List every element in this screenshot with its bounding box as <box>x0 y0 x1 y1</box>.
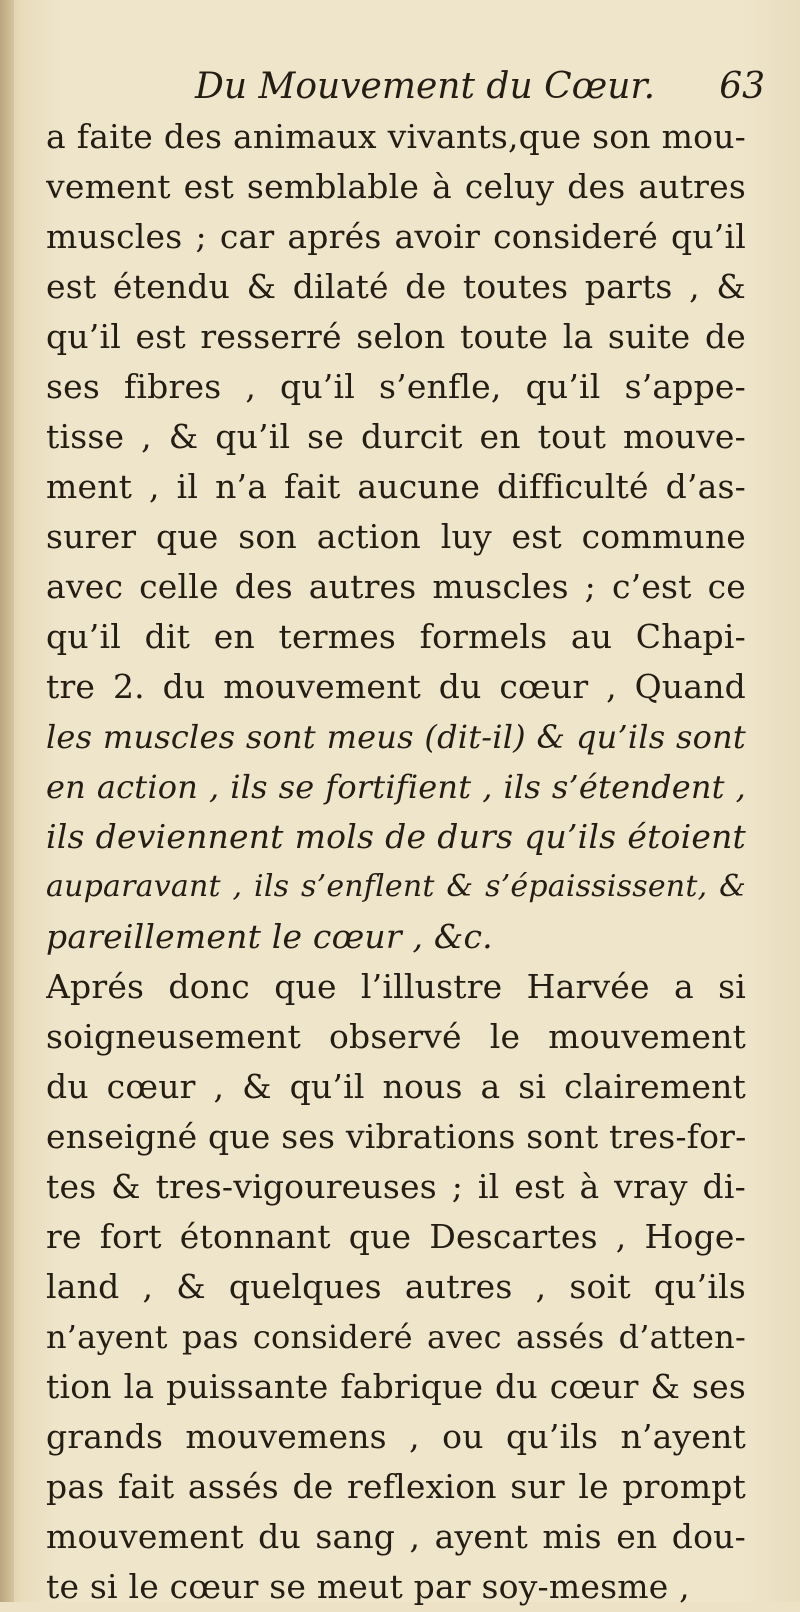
text-line: land , & quelques autres , soit qu’ils <box>46 1267 746 1306</box>
quote-line: pareillement le cœur , &c. <box>46 917 493 956</box>
text-line: est étendu & dilaté de toutes parts , & <box>46 267 746 306</box>
text-line: n’ayent pas consideré avec assés d’atten- <box>46 1318 746 1356</box>
text-line: qu’il dit en termes formels au Chapi- <box>46 617 746 656</box>
text-line: a faite des animaux vivants,que son mou- <box>46 117 746 156</box>
text-line: tisse , & qu’il se durcit en tout mouve- <box>46 417 746 456</box>
text-line: re fort étonnant que Descartes , Hoge- <box>46 1217 746 1256</box>
text-line: mouvement du sang , ayent mis en dou- <box>46 1517 746 1556</box>
text-line: te si le cœur se meut par soy-mesme , <box>46 1567 690 1606</box>
text-line: muscles ; car aprés avoir consideré qu’il <box>46 217 746 256</box>
quote-line: les muscles sont meus (dit-il) & qu’ils sont <box>46 718 746 756</box>
text-line: grands mouvemens , ou qu’ils n’ayent <box>46 1417 746 1456</box>
text-line: pas fait assés de reflexion sur le prompt <box>46 1467 746 1506</box>
text-line: tre 2. du mouvement du cœur , Quand <box>46 667 746 706</box>
text-line: du cœur , & qu’il nous a si clairement <box>46 1067 746 1106</box>
text-line: ses fibres , qu’il s’enfle, qu’il s’appe- <box>46 367 746 406</box>
running-title: Du Mouvement du Cœur. <box>195 66 656 107</box>
quote-line: ils deviennent mols de durs qu’ils étoient <box>46 817 746 856</box>
text-line: tion la puissante fabrique du cœur & ses <box>46 1367 746 1406</box>
text-line: vement est semblable à celuy des autres <box>46 167 746 206</box>
page-number: 63 <box>719 66 765 107</box>
running-header <box>195 62 765 112</box>
text-line: tes & tres-vigoureuses ; il est à vray di- <box>46 1167 746 1206</box>
page-gutter <box>0 0 14 1602</box>
text-line: qu’il est resserré selon toute la suite de <box>46 317 746 356</box>
quote-line: en action , ils se fortifient , ils s’étendent , <box>46 768 746 806</box>
text-line: avec celle des autres muscles ; c’est ce <box>46 567 746 606</box>
text-line: Aprés donc que l’illustre Harvée a si <box>46 967 746 1006</box>
text-line: enseigné que ses vibrations sont tres-for- <box>46 1117 746 1156</box>
text-line: soigneusement observé le mouvement <box>46 1017 746 1056</box>
text-line: surer que son action luy est commune <box>46 517 746 556</box>
text-line: ment , il n’a fait aucune difficulté d’as- <box>46 467 746 506</box>
quote-line: auparavant , ils s’enflent & s’épaississent, & <box>46 869 746 904</box>
